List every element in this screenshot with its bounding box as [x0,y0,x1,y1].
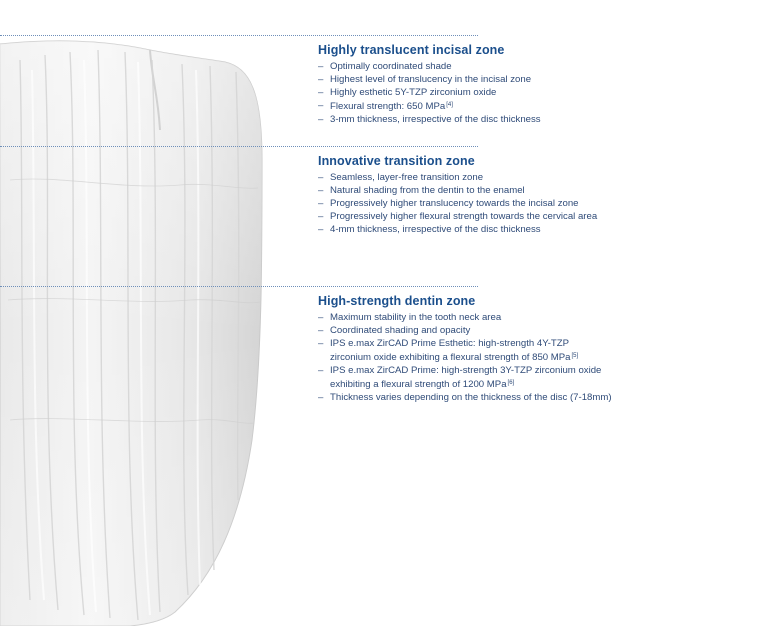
list-item-text: Seamless, layer-free transition zone [330,172,484,183]
list-item-text: Optimally coordinated shade [330,61,452,72]
reference-marker: [6] [507,380,515,386]
dash-bullet: – [318,312,324,323]
list-item [318,377,758,391]
list-item [318,60,758,73]
list-item [318,337,758,350]
dash-bullet: – [318,224,324,235]
dash-bullet: – [318,185,324,196]
bullet-list [318,311,758,404]
list-item [318,210,758,223]
dentin-zone-section [318,294,758,404]
dash-bullet: – [318,87,324,98]
list-item-text: Progressively higher flexural strength towards the cervical area [330,211,598,222]
dash-bullet: – [318,198,324,209]
list-item [318,364,758,377]
bullet-list [318,60,758,126]
list-item-text: Maximum stability in the tooth neck area [330,312,502,323]
dash-bullet: – [318,211,324,222]
list-item [318,197,758,210]
dash-bullet: – [318,61,324,72]
divider-transition [0,146,478,147]
list-item [318,86,758,99]
transition-zone-section [318,154,758,236]
divider-dentin [0,286,478,287]
list-item [318,350,758,364]
dash-bullet: – [318,114,324,125]
bullet-list [318,171,758,236]
list-item-text: zirconium oxide exhibiting a flexural strength of 850 MPa [330,352,571,363]
section-heading: Innovative transition zone [318,154,475,168]
section-heading: Highly translucent incisal zone [318,43,505,57]
list-item-text: exhibiting a flexural strength of 1200 MPa [330,379,507,390]
dash-bullet: – [318,392,324,403]
tooth-image [0,0,280,626]
dash-bullet: – [318,365,324,376]
list-item-text: Natural shading from the dentin to the enamel [330,185,525,196]
list-item [318,311,758,324]
reference-marker: [4] [446,102,453,108]
dash-bullet: – [318,338,324,349]
list-item-text: IPS e.max ZirCAD Prime Esthetic: high-strength 4Y-TZP [330,338,570,349]
section-heading: High-strength dentin zone [318,294,476,308]
reference-marker: [5] [571,353,579,359]
list-item [318,171,758,184]
list-item [318,113,758,126]
list-item-text: Progressively higher translucency towards the incisal zone [330,198,579,209]
list-item [318,184,758,197]
dash-bullet: – [318,172,324,183]
list-item [318,391,758,404]
list-item [318,324,758,337]
list-item-text: Flexural strength: 650 MPa [330,101,446,112]
dash-bullet: – [318,100,324,111]
list-item-text: 3-mm thickness, irrespective of the disc thickness [330,114,541,125]
list-item [318,223,758,236]
list-item [318,99,758,113]
list-item-text: IPS e.max ZirCAD Prime: high-strength 3Y-TZP zirconium oxide [330,365,602,376]
divider-incisal [0,35,478,36]
list-item-text: Coordinated shading and opacity [330,325,471,336]
list-item-text: Thickness varies depending on the thickness of the disc (7-18mm) [330,392,612,403]
incisal-zone-section [318,43,758,126]
list-item-text: Highly esthetic 5Y-TZP zirconium oxide [330,87,497,98]
dash-bullet: – [318,325,324,336]
list-item-text: Highest level of translucency in the incisal zone [330,74,532,85]
list-item-text: 4-mm thickness, irrespective of the disc thickness [330,224,541,235]
dash-bullet: – [318,74,324,85]
list-item [318,73,758,86]
